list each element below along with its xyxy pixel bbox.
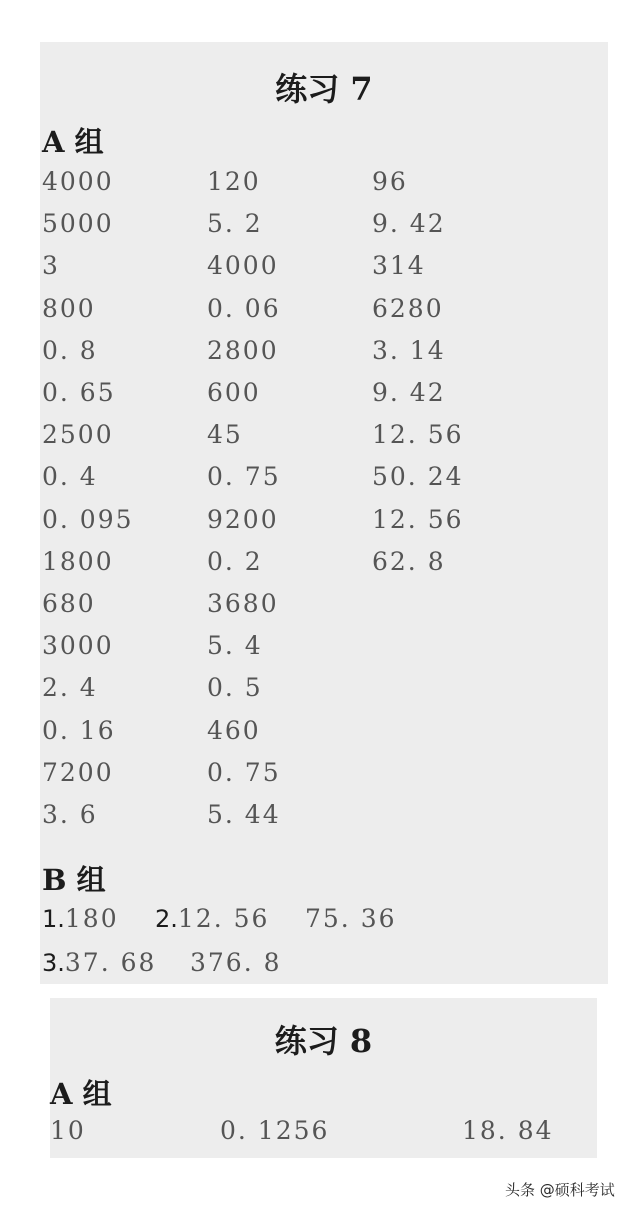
answer-number: 1.	[42, 905, 65, 933]
answer-cell: 9. 42	[372, 378, 446, 407]
answer-cell: 600	[207, 378, 261, 407]
answer-number: 3.	[42, 949, 65, 977]
answer-cell: 3	[42, 251, 60, 281]
answer-cell: 12. 56	[372, 504, 464, 534]
answer-cell: 2800	[207, 335, 279, 365]
answer-cell: 62. 8	[372, 546, 446, 576]
answer-number: 2.	[155, 905, 178, 933]
answer-cell: 0. 4	[42, 462, 98, 492]
answer-cell: 120	[207, 167, 261, 196]
exercise-7-panel	[40, 42, 608, 984]
answer-cell: 3000	[42, 631, 114, 661]
answer-cell: 45	[207, 420, 243, 450]
group-b-line-1-item-2	[155, 904, 269, 933]
answer-cell: 3680	[207, 589, 279, 618]
exercise-8-panel	[50, 998, 597, 1158]
answer-value: 12. 56	[177, 904, 270, 933]
exercise-8-title: 练习 8	[274, 1022, 373, 1060]
answer-cell: 50. 24	[372, 462, 464, 492]
exercise-8-group-a-label: A 组	[50, 1077, 112, 1111]
exercise-8-value-3: 18. 84	[462, 1116, 554, 1145]
answer-cell: 2500	[42, 420, 114, 450]
exercise-8-value-1: 10	[50, 1116, 86, 1145]
answer-value: 180	[64, 904, 119, 933]
exercise-7-title: 练习 7	[275, 70, 373, 108]
answer-cell: 0. 5	[207, 673, 263, 703]
answer-cell: 5. 2	[207, 209, 263, 239]
answer-cell: 7200	[42, 757, 114, 787]
answer-cell: 5. 44	[207, 800, 281, 829]
answer-cell: 3. 14	[372, 335, 446, 365]
exercise-7-group-a-label: A 组	[42, 125, 104, 159]
answer-cell: 5000	[42, 209, 114, 239]
answer-cell: 0. 06	[207, 293, 281, 323]
answer-cell: 0. 75	[207, 757, 281, 787]
group-b-line-2-item-2	[190, 948, 282, 977]
answer-cell: 6280	[372, 293, 444, 323]
group-b-line-1	[42, 904, 119, 933]
exercise-8-value-2: 0. 1256	[220, 1116, 330, 1145]
answer-cell: 680	[42, 589, 96, 618]
answer-cell: 0. 2	[207, 546, 263, 576]
answer-cell: 4000	[42, 167, 114, 196]
answer-cell: 0. 65	[42, 378, 116, 407]
answer-cell: 4000	[207, 251, 279, 281]
answer-cell: 3. 6	[42, 800, 98, 829]
answer-cell: 800	[42, 293, 96, 323]
answer-cell: 0. 75	[207, 462, 281, 492]
answer-cell: 5. 4	[207, 631, 263, 661]
answer-cell: 9200	[207, 504, 279, 534]
answer-value: 75. 36	[305, 904, 397, 933]
exercise-7-group-b-label: B 组	[42, 863, 106, 897]
answer-value: 376. 8	[190, 948, 282, 977]
answer-cell: 9. 42	[372, 209, 446, 239]
answer-cell: 314	[372, 251, 426, 281]
group-b-line-1-item-3	[305, 904, 397, 933]
answer-cell: 460	[207, 715, 261, 745]
answer-cell: 0. 16	[42, 715, 116, 745]
watermark-text: 头条 @硕科考试	[505, 1181, 615, 1199]
answer-value: 37. 68	[64, 948, 157, 977]
group-b-line-2	[42, 948, 156, 977]
answer-cell: 1800	[42, 546, 114, 576]
answer-cell: 96	[372, 167, 408, 196]
answer-cell: 2. 4	[42, 673, 98, 703]
answer-cell: 12. 56	[372, 420, 464, 450]
answer-cell: 0. 095	[42, 504, 134, 534]
answer-cell: 0. 8	[42, 335, 98, 365]
